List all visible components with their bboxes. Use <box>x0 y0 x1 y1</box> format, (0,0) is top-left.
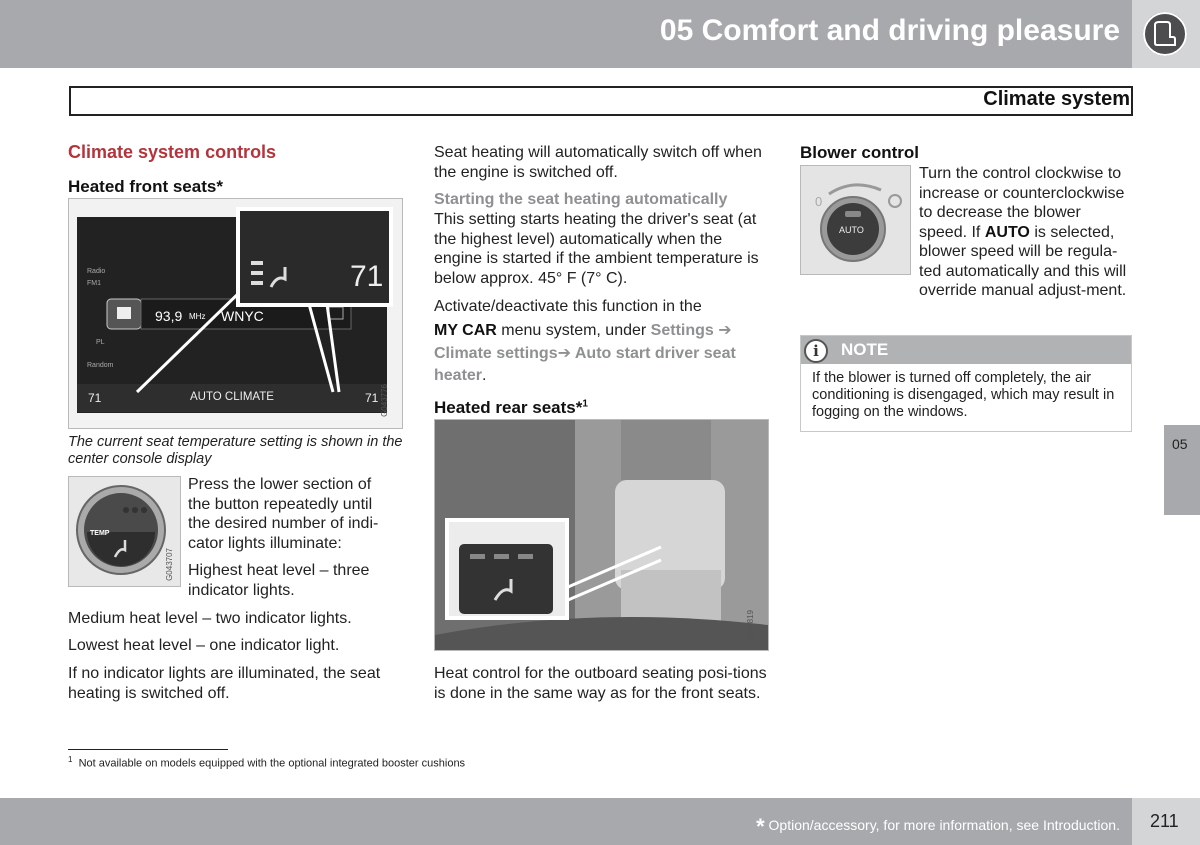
display-frequency-unit: MHz <box>189 312 206 321</box>
starting-seat-heating-text: This setting starts heating the driver's seat (at the highest level) automatically when the engine is started if the ambient temperature is below approx. 45° F (7° C). <box>434 211 759 287</box>
display-image-code: G043776 <box>380 384 389 417</box>
climate-controls-heading: Climate system controls <box>68 142 277 162</box>
menu-path <box>434 320 769 388</box>
rear-image-code: G043819 <box>746 610 755 643</box>
heated-rear-seats-heading <box>434 398 588 418</box>
display-frequency: 93,9 <box>155 308 183 324</box>
info-icon: i <box>804 339 828 363</box>
zoom-temperature: 71 <box>350 260 384 293</box>
temp-button-label: TEMP <box>90 530 110 537</box>
chapter-title: 05 Comfort and driving pleasure <box>659 14 1120 47</box>
side-tab-label: 05 <box>1172 436 1188 452</box>
auto-keyword: AUTO <box>984 223 1030 241</box>
section-box <box>69 86 1133 116</box>
knob-auto-label: AUTO <box>839 225 864 235</box>
footnote-text: Not available on models equipped with the optional integrated booster cushions <box>78 757 466 770</box>
display-random: Random <box>87 362 114 369</box>
blower-knob-image <box>800 165 911 275</box>
auto-off-text: Seat heating will automatically switch off when the engine is switched off. <box>434 144 762 181</box>
blower-text-pre: Turn the control clockwise to increase or counterclockwise to decrease the blower speed. If <box>919 165 1125 241</box>
press-instructions: Press the lower section of the button repeatedly until the desired number of indi-cator lights illuminate: <box>188 476 379 552</box>
display-mode: AUTO CLIMATE <box>190 391 274 403</box>
settings-link[interactable]: Settings <box>650 322 714 339</box>
note-text: If the blower is turned off completely, the air conditioning is disengaged, which may result in fogging on the windows. <box>812 370 1115 420</box>
auto-start-link[interactable]: Auto start driver seat heater <box>434 344 736 384</box>
footer-star: * <box>756 814 765 839</box>
display-station: WNYC <box>221 308 264 324</box>
highest-level-text: Highest heat level – three indicator lights. <box>188 562 370 599</box>
note-title: NOTE <box>841 340 889 359</box>
blower-text-post: is selected, blower speed will be regula-ted automatically and this will override manual adjust-ment. <box>919 223 1127 299</box>
arrow-right-icon: ➔ <box>557 344 575 362</box>
button-image-code: G043707 <box>165 548 174 581</box>
climate-settings-link[interactable]: Climate settings <box>434 344 558 362</box>
menu-path-period: . <box>482 367 487 384</box>
heated-front-seats-heading: Heated front seats* <box>68 177 223 196</box>
blower-text-block <box>919 164 1131 301</box>
blower-control-heading: Blower control <box>800 143 920 162</box>
knob-zero-label: 0 <box>815 194 823 209</box>
menu-under-text: menu system, under <box>496 322 651 339</box>
footnote <box>68 755 465 770</box>
rear-footnote-marker: 1 <box>582 398 588 410</box>
section-title: Climate system <box>983 88 1130 110</box>
footnote-divider <box>68 749 228 750</box>
display-pl: PL <box>96 339 105 346</box>
display-radio-label: Radio <box>87 268 106 275</box>
starting-seat-heating-heading: Starting the seat heating automatically <box>434 191 728 208</box>
page-number: 211 <box>1150 811 1179 831</box>
footer-note <box>756 814 1120 840</box>
display-temp-right: 71 <box>365 391 379 405</box>
my-car-label: MY CAR <box>434 322 497 339</box>
medium-level-text: Medium heat level – two indicator lights. <box>68 610 352 627</box>
heated-rear-seats-label: Heated rear seats* <box>434 398 583 417</box>
arrow-right-icon: ➔ <box>713 322 732 339</box>
footnote-marker: 1 <box>68 755 73 764</box>
display-caption: The current seat temperature setting is shown in the center console display <box>68 434 403 467</box>
seat-icon <box>1143 12 1187 56</box>
rear-seat-image <box>434 419 769 651</box>
footer-text: Option/accessory, for more information, see Introduction. <box>764 817 1120 833</box>
off-level-text: If no indicator lights are illuminated, the seat heating is switched off. <box>68 665 381 702</box>
activate-text: Activate/deactivate this function in the <box>434 298 702 315</box>
display-band: FM1 <box>87 280 101 287</box>
display-temp-left: 71 <box>88 391 102 405</box>
rear-caption: Heat control for the outboard seating posi-tions is done in the same way as for the front seats. <box>434 665 767 702</box>
lowest-level-text: Lowest heat level – one indicator light. <box>68 637 340 654</box>
